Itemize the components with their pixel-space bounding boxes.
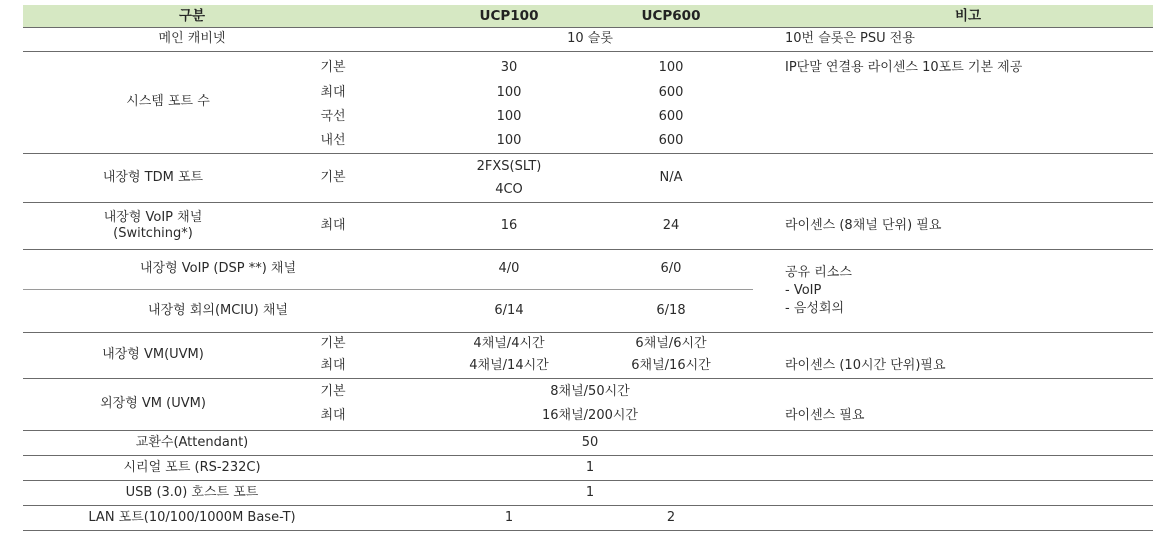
voip-switching-sub: 최대: [320, 217, 346, 233]
system-ports-note: IP단말 연결용 라이센스 10포트 기본 제공: [785, 60, 1023, 75]
serial-label: 시리얼 포트 (RS-232C): [123, 459, 261, 475]
mciu-ucp600: 6/18: [656, 302, 686, 318]
main-cabinet-note: 10번 슬롯은 PSU 전용: [785, 31, 915, 46]
rule: [23, 530, 1153, 531]
voip-switching-label: [23, 202, 283, 249]
system-ports-sub: 국선: [320, 109, 346, 124]
usb-label: USB (3.0) 호스트 포트: [125, 484, 259, 500]
internal-vm-ucp600: 6채널/6시간: [635, 336, 707, 351]
attendant-value: 50: [581, 434, 599, 450]
header-ucp100: UCP100: [479, 8, 539, 24]
header-note: 비고: [954, 8, 982, 24]
shared-note-line3: - 음성회의: [785, 301, 845, 316]
header-ucp600: UCP600: [641, 8, 701, 24]
mciu-ucp100: 6/14: [494, 302, 524, 318]
tdm-sub: 기본: [320, 169, 346, 185]
voip-switching-ucp100: 16: [500, 217, 518, 233]
internal-vm-sub: 기본: [320, 336, 346, 351]
internal-vm-note: 라이센스 (10시간 단위)필요: [785, 358, 946, 373]
system-ports-label: 시스템 포트 수: [126, 94, 210, 109]
external-vm-label: 외장형 VM (UVM): [100, 396, 206, 411]
voip-switching-note: 라이센스 (8채널 단위) 필요: [785, 217, 942, 233]
internal-vm-ucp100: 4채널/4시간: [473, 336, 545, 351]
shared-note-line2: - VoIP: [785, 283, 822, 298]
system-ports-sub: 최대: [320, 85, 346, 100]
voip-switching-label-line2: (Switching*): [113, 225, 193, 241]
internal-vm-label: 내장형 VM(UVM): [102, 347, 204, 362]
mciu-label: 내장형 회의(MCIU) 채널: [148, 302, 288, 318]
system-ports-ucp100: 100: [496, 85, 522, 100]
internal-vm-sub: 최대: [320, 358, 346, 373]
external-vm-sub: 최대: [320, 408, 346, 423]
system-ports-ucp100: 30: [500, 60, 518, 75]
header-category: 구분: [178, 8, 206, 24]
attendant-label: 교환수(Attendant): [135, 434, 249, 450]
voip-dsp-ucp600: 6/0: [660, 261, 682, 276]
system-ports-ucp100: 100: [496, 109, 522, 124]
main-cabinet-label: 메인 캐비넷: [158, 31, 226, 46]
system-ports-ucp600: 600: [658, 133, 684, 148]
internal-vm-ucp600: 6채널/16시간: [631, 358, 711, 373]
system-ports-ucp600: 600: [658, 109, 684, 124]
external-vm-value: 16채널/200시간: [542, 408, 638, 423]
system-ports-ucp100: 100: [496, 133, 522, 148]
voip-dsp-label: 내장형 VoIP (DSP **) 채널: [139, 261, 297, 276]
voip-dsp-ucp100: 4/0: [498, 261, 520, 276]
tdm-ucp100-line2: 4CO: [495, 182, 523, 197]
voip-switching-label-line1: 내장형 VoIP 채널: [103, 209, 203, 225]
tdm-ucp600: N/A: [659, 169, 683, 185]
internal-vm-ucp100: 4채널/14시간: [469, 358, 549, 373]
system-ports-ucp600: 600: [658, 85, 684, 100]
system-ports-ucp600: 100: [658, 60, 684, 75]
system-ports-sub: 기본: [320, 60, 346, 75]
shared-note-line1: 공유 리소스: [785, 265, 852, 280]
tdm-ucp100-line1: 2FXS(SLT): [476, 159, 542, 174]
main-cabinet-value: 10 슬롯: [567, 31, 613, 46]
tdm-label: 내장형 TDM 포트: [102, 169, 204, 185]
external-vm-sub: 기본: [320, 384, 346, 399]
external-vm-value: 8채널/50시간: [550, 384, 630, 399]
usb-value: 1: [585, 484, 595, 500]
serial-value: 1: [585, 459, 595, 475]
spec-table: [23, 5, 1153, 531]
lan-ucp600: 2: [666, 509, 676, 525]
system-ports-sub: 내선: [320, 133, 346, 148]
lan-label: LAN 포트(10/100/1000M Base-T): [88, 509, 296, 525]
external-vm-note: 라이센스 필요: [785, 408, 865, 423]
voip-switching-ucp600: 24: [662, 217, 680, 233]
lan-ucp100: 1: [504, 509, 514, 525]
